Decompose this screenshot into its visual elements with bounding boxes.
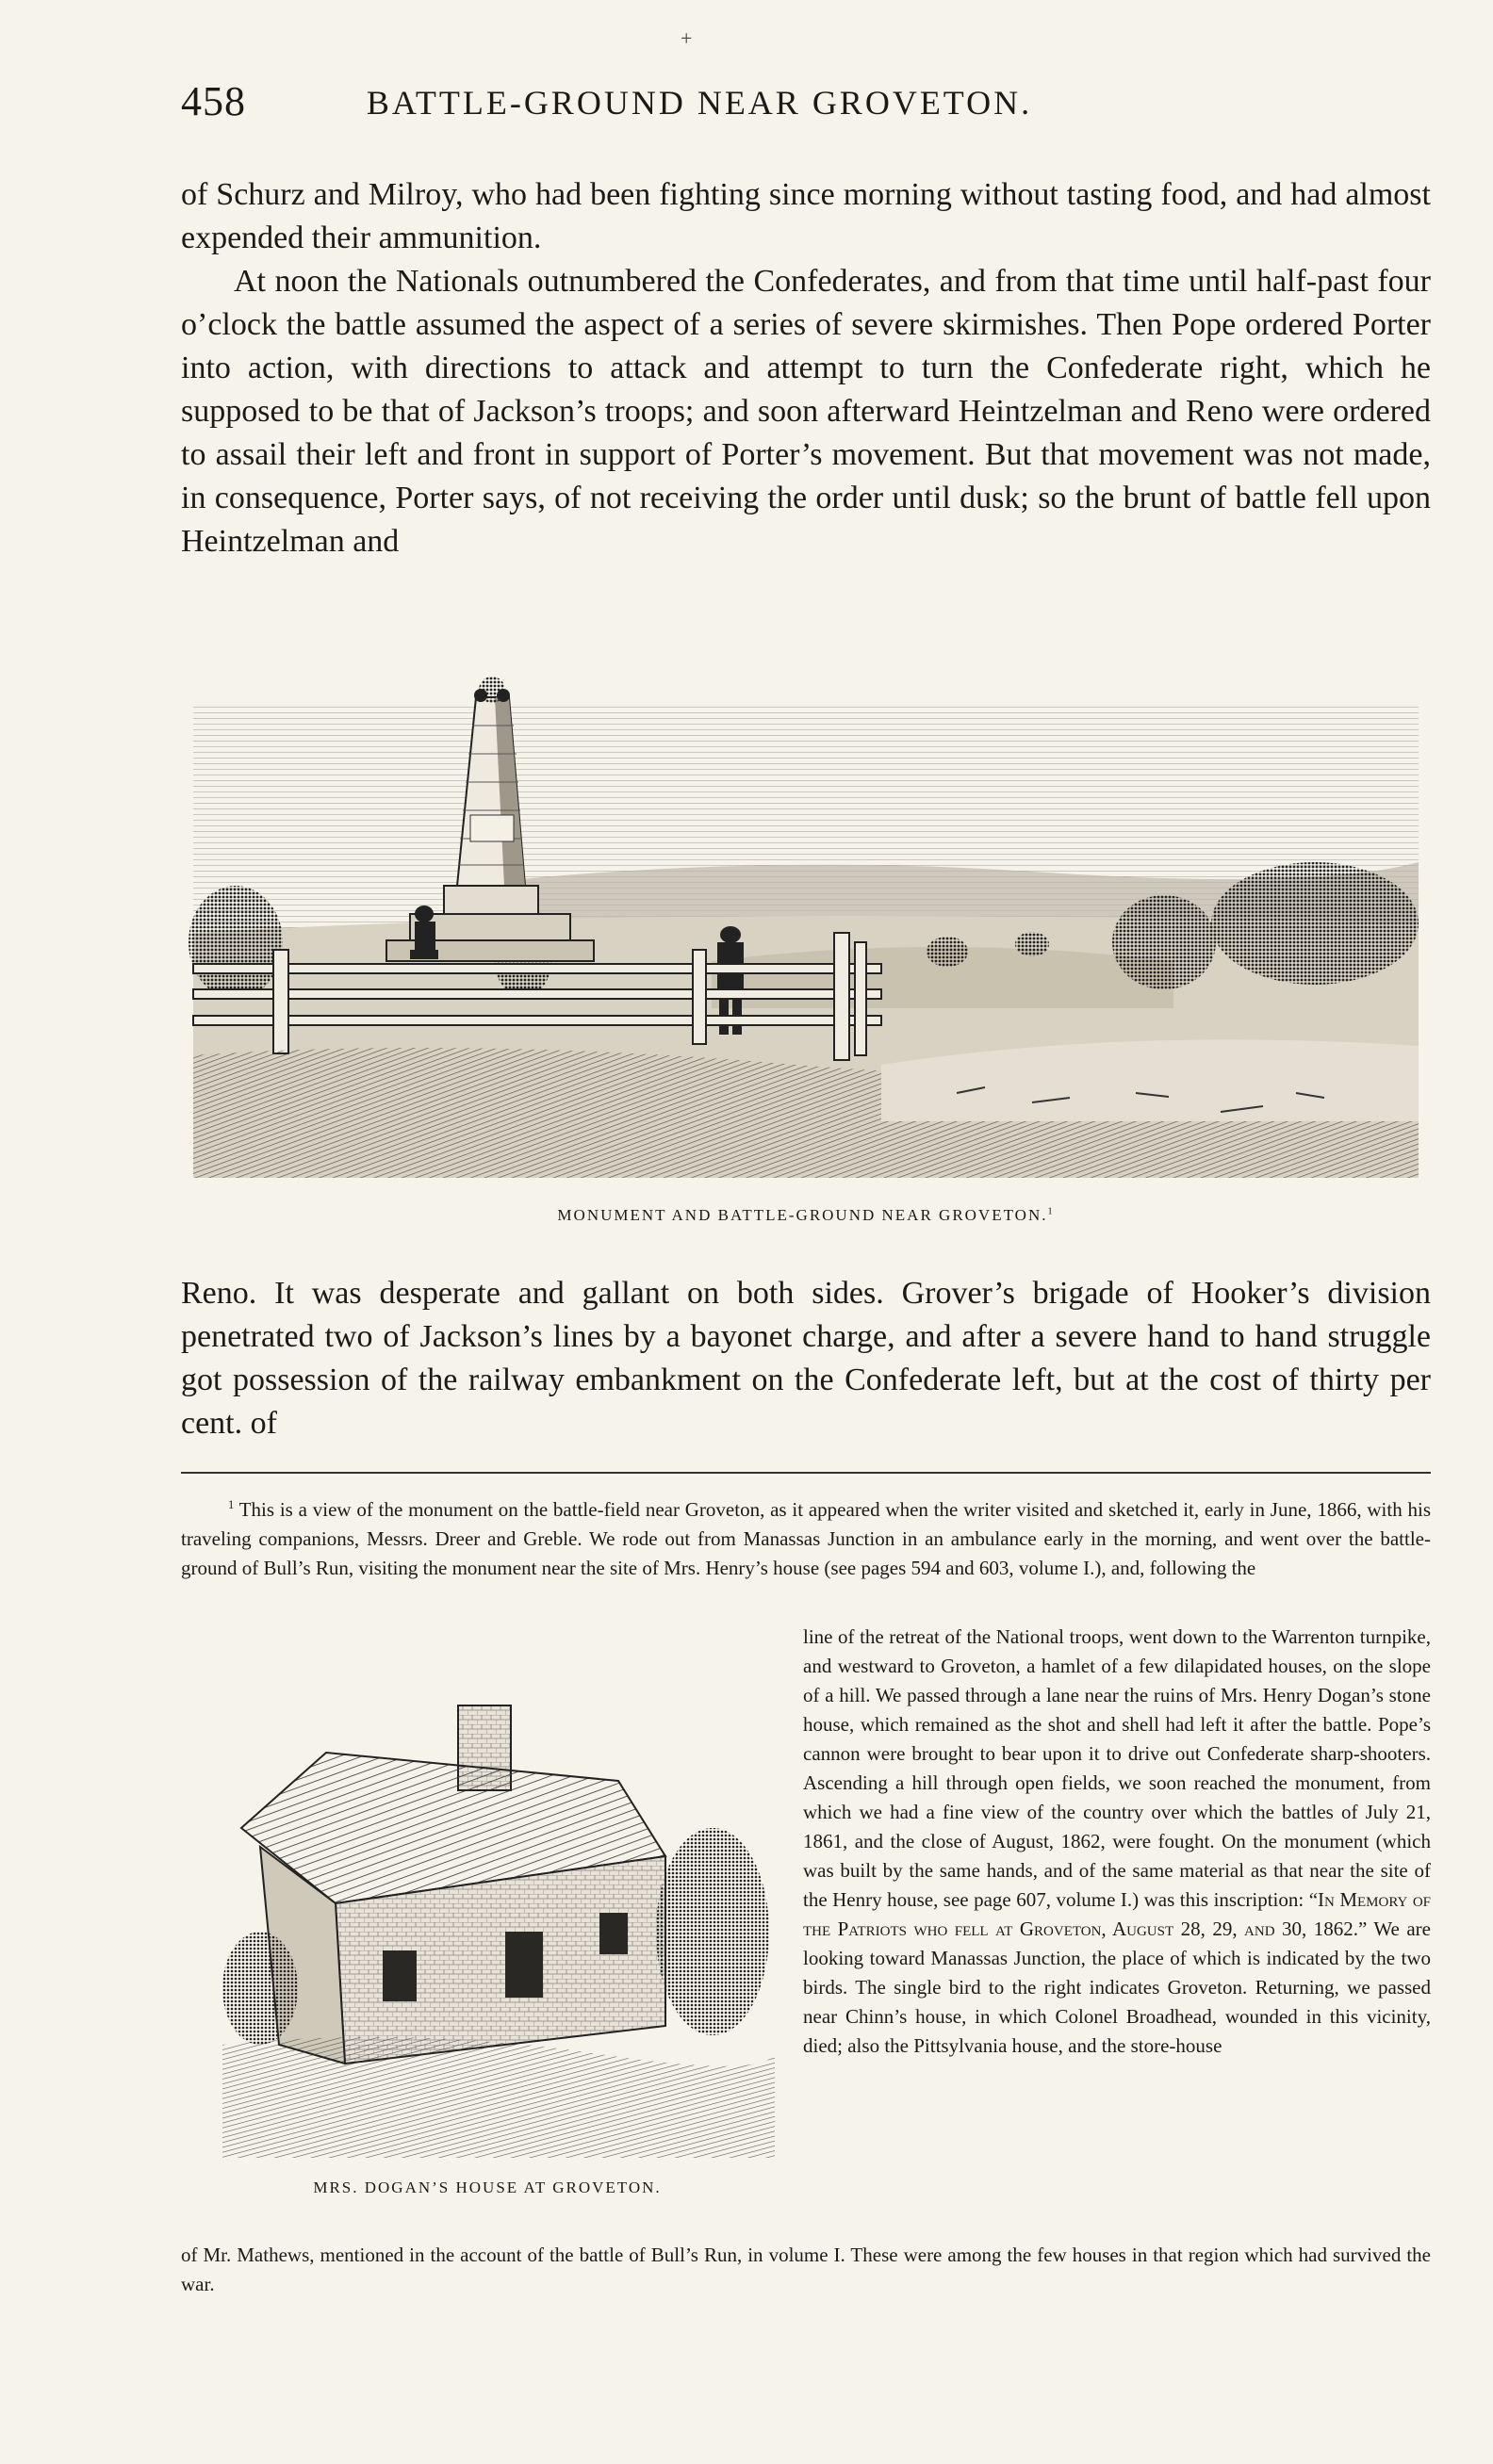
- page-header: [181, 77, 1133, 134]
- page-number: 458: [181, 78, 246, 124]
- footnote-top: [181, 1491, 1431, 1583]
- footnote-bottom: of Mr. Mathews, mentioned in the account of the battle of Bull’s Run, in volume I. These were among the few houses in that region which had survived the war.: [181, 2244, 1431, 2295]
- paragraph-1: of Schurz and Milroy, who had been fighting since morning without tasting food, and had almost expended their ammunition.: [181, 177, 1431, 255]
- footnote-top-text: This is a view of the monument on the battle-field near Groveton, as it appeared when the writer visited and sketched it, early in June, 1866, with his traveling companions, Messrs. Dreer and Greble. We rode out from Manassas Junction in an ambulance early in the morning, and went over the battle-ground of Bull’s Run, visiting the monument near the site of Mrs. Henry’s house (see pages 594 and 603, volume I.), and, following the: [181, 1498, 1432, 1579]
- body-text-lower: [181, 1272, 1431, 1445]
- footnote-mark: 1: [228, 1498, 235, 1511]
- body-text-upper: [181, 173, 1431, 563]
- figure-1-footnote-mark: 1: [1047, 1206, 1055, 1217]
- footnote-rule: [181, 1472, 1431, 1474]
- printer-mark: +: [681, 26, 693, 50]
- dogan-house-engraving: [222, 1630, 775, 2158]
- monument-inscription: In Memory of the Patriots who fell at Groveton, August 28, 29, and 30, 1862.: [803, 1888, 1431, 1940]
- paragraph-3: Reno. It was desperate and gallant on both sides. Grover’s brigade of Hooker’s division penetrated two of Jackson’s lines by a bayonet charge, and after a severe hand to hand struggle got possession of the railway embankment on the Confederate left, but at the cost of thirty per cent. of: [181, 1276, 1431, 1441]
- footnote-right-text-a: line of the retreat of the National troops, went down to the Warrenton turnpike, and westward to Groveton, a hamlet of a few dilapidated houses, on the slope of a hill. We passed through a lane near the ruins of Mrs. Henry Dogan’s stone house, which remained as the shot and shell had left it after the battle. Pope’s cannon were brought to bear upon it to drive out Confederate sharp-shooters. Ascending a hill through open fields, we soon reached the monument, from which we had a fine view of the country over which the battles of July 21, 1861, and the close of August, 1862, were fought. On the monument (which was built by the same hands, and of the same material as that near the site of the Henry house, see page 607, volume I.) was this inscription: “: [803, 1625, 1431, 1911]
- running-title: BATTLE-GROUND NEAR GROVETON.: [366, 84, 1033, 122]
- figure-1-caption-text: MONUMENT AND BATTLE-GROUND NEAR GROVETON.: [557, 1206, 1048, 1224]
- monument-engraving: [184, 650, 1428, 1178]
- paragraph-2: At noon the Nationals outnumbered the Confederates, and from that time until half-past four o’clock the battle assumed the aspect of a series of severe skirmishes. Then Pope ordered Porter into action, with directions to attack and attempt to turn the Confederate right, which he supposed to be that of Jackson’s troops; and soon afterward Heintzelman and Reno were ordered to assail their left and front in support of Porter’s movement. But that movement was not made, in consequence, Porter says, of not receiving the order until dusk; so the brunt of battle fell upon Heintzelman and: [181, 264, 1431, 559]
- figure-2-caption: MRS. DOGAN’S HOUSE AT GROVETON.: [313, 2178, 662, 2196]
- figure-1-caption: [181, 1206, 1431, 1225]
- footnote-right-column: [803, 1623, 1431, 2061]
- footnote-right-text-b: ” We are looking toward Manassas Junction, the place of which is indicated by the two birds. The single bird to the right indicates Groveton. Returning, we passed near Chinn’s house, in which Colonel Broadhead, wounded in this vicinity, died; also the Pittsylvania house, and the store-house: [803, 1917, 1431, 2057]
